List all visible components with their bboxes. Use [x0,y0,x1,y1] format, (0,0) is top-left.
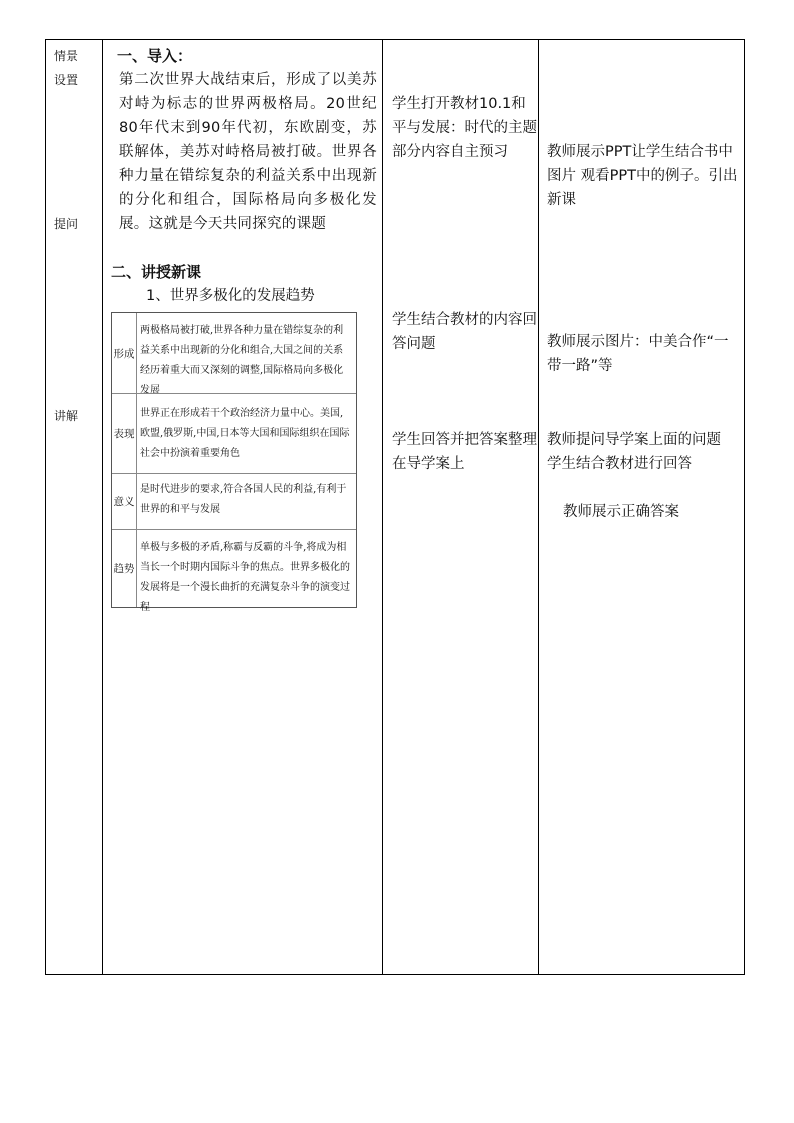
teacher-activity-4: 教师展示正确答案 [563,504,679,520]
student-activity-1: 学生打开教材10.1和平与发展：时代的主题部分内容自主预习 [392,96,537,160]
row-text: 是时代进步的要求,符合各国人民的利益,有利于世界的和平与发展 [140,484,347,515]
label-scene-1: 情景 [54,49,79,63]
new-lesson-heading: 二、讲授新课 [111,263,202,281]
label-scene-2: 设置 [54,73,79,87]
intro-text: 第二次世界大战结束后，形成了以美苏对峙为标志的世界两极格局。20世纪80年代末到90年代初，东欧剧变，苏联解体，美苏对峙格局被打破。世界各种力量在错综复杂的利益关系中出现新的分化和组合，国际格局向多极化发展。这就是今天共同探究的课题 [119,72,377,232]
lesson-plan-table [45,39,745,975]
label-column [46,40,102,974]
label-explain: 讲解 [54,409,79,423]
row-head: 意义 [112,474,137,529]
label-question: 提问 [54,217,79,231]
subtopic-title: 1、世界多极化的发展趋势 [146,288,315,304]
teacher-activity-1: 教师展示PPT让学生结合书中图片 观看PPT中的例子。引出新课 [547,144,738,208]
multipolarity-table [111,312,357,613]
teacher-activity-2: 教师展示图片：中美合作“一带一路”等 [547,334,729,374]
row-head: 形成 [112,313,137,393]
intro-heading: 一、导入： [117,47,193,65]
table-row [112,313,356,396]
teacher-activity-3: 教师提问导学案上面的问题 学生结合教材进行回答 [547,432,736,472]
content-column [103,40,382,974]
row-text: 两极格局被打破,世界各种力量在错综复杂的利益关系中出现新的分化和组合,大国之间的关系经历着重大而又深刻的调整,国际格局向多极化发展 [140,325,344,396]
student-activity-3: 学生回答并把答案整理在导学案上 [392,432,537,472]
student-activity-2: 学生结合教材的内容回答问题 [392,312,537,352]
teacher-column [539,40,744,974]
row-text: 世界正在形成若干个政治经济力量中心。美国,欧盟,俄罗斯,中国,日本等大国和国际组织在国际社会中扮演着重要角色 [140,408,350,459]
student-column [383,40,538,974]
row-head: 趋势 [112,530,137,607]
table-row [112,473,356,529]
table-row [112,529,356,613]
row-text: 单极与多极的矛盾,称霸与反霸的斗争,将成为相当长一个时期内国际斗争的焦点。世界多极化的发展将是一个漫长曲折的充满复杂斗争的演变过程 [140,542,350,613]
row-head: 表现 [112,394,137,473]
table-row [112,393,356,473]
